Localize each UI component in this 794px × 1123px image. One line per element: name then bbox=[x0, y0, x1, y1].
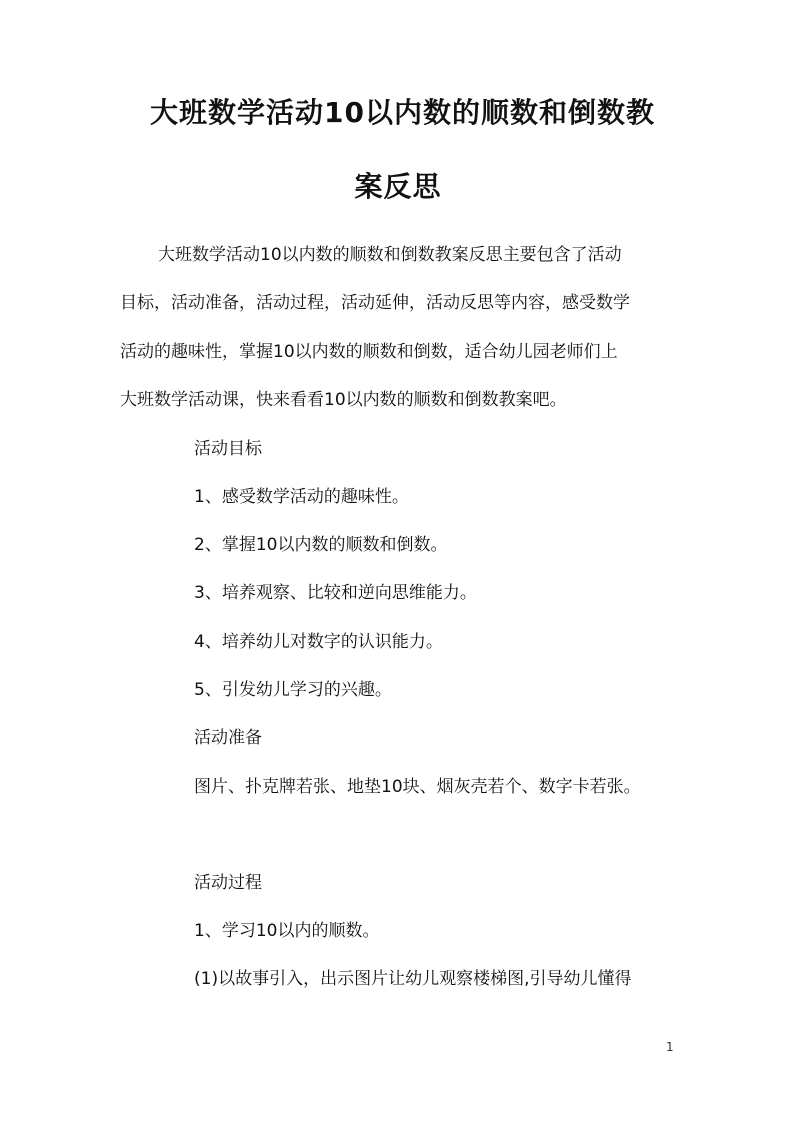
goal-item-4: 4、培养幼儿对数字的认识能力。 bbox=[194, 632, 443, 652]
page-number: 1 bbox=[666, 1040, 674, 1054]
intro-line-2: 目标，活动准备，活动过程，活动延伸，活动反思等内容，感受数学 bbox=[120, 293, 630, 313]
section-heading-process: 活动过程 bbox=[194, 873, 262, 893]
intro-line-3: 活动的趣味性，掌握10以内数的顺数和倒数，适合幼儿园老师们上 bbox=[120, 342, 618, 362]
goal-item-2: 2、掌握10以内数的顺数和倒数。 bbox=[194, 535, 448, 555]
section-heading-preparation: 活动准备 bbox=[194, 728, 262, 748]
section-heading-goals: 活动目标 bbox=[194, 439, 262, 459]
process-step-1-detail: (1)以故事引入，出示图片让幼儿观察楼梯图,引导幼儿懂得 bbox=[194, 969, 632, 989]
intro-line-4: 大班数学活动课，快来看看10以内数的顺数和倒数教案吧。 bbox=[120, 390, 567, 410]
goal-item-1: 1、感受数学活动的趣味性。 bbox=[194, 487, 409, 507]
goal-item-3: 3、培养观察、比较和逆向思维能力。 bbox=[194, 583, 477, 603]
process-step-1: 1、学习10以内的顺数。 bbox=[194, 921, 380, 941]
preparation-text: 图片、扑克牌若张、地垫10块、烟灰壳若个、数字卡若张。 bbox=[194, 777, 641, 797]
goal-item-5: 5、引发幼儿学习的兴趣。 bbox=[194, 680, 392, 700]
document-title-line-1: 大班数学活动10以内数的顺数和倒数教 bbox=[150, 96, 655, 129]
intro-line-1: 大班数学活动10以内数的顺数和倒数教案反思主要包含了活动 bbox=[158, 245, 622, 265]
document-title-line-2: 案反思 bbox=[354, 170, 442, 203]
